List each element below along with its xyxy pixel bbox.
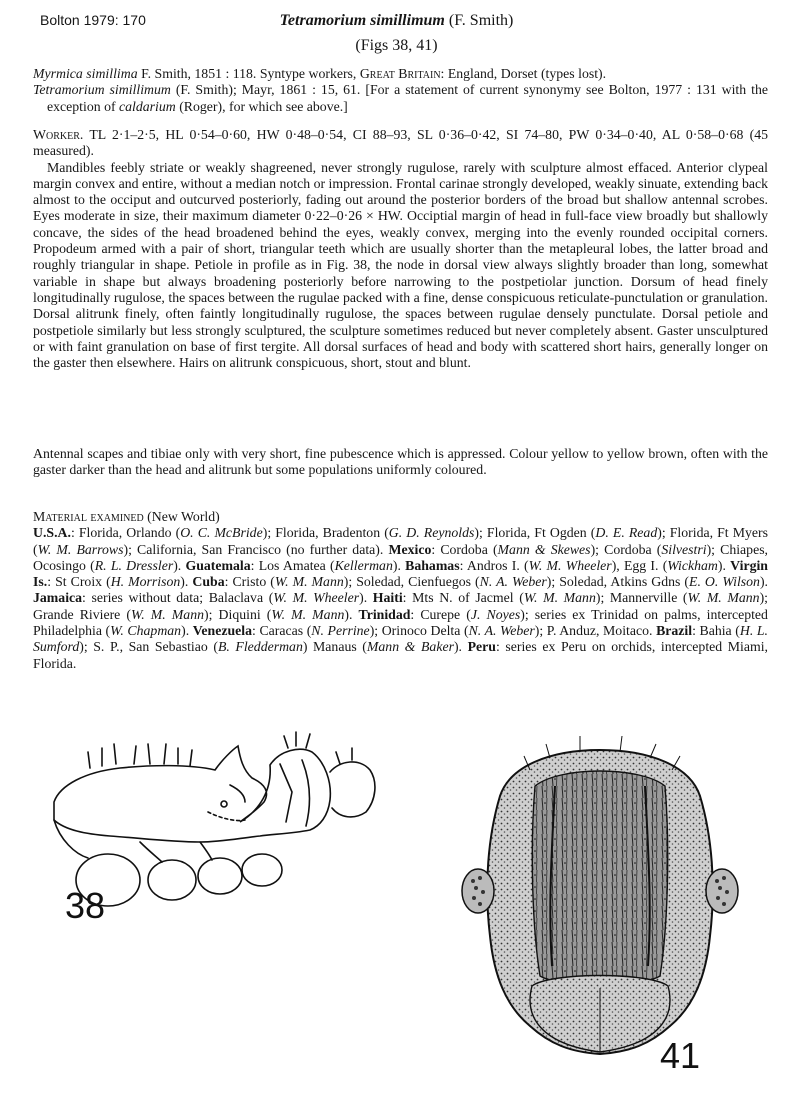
locality-text: : Mts N. of Jacmel ( <box>402 590 524 606</box>
species-author: (F. Smith) <box>444 12 514 29</box>
locality-text: ); California, San Francisco (no further data). <box>123 541 389 557</box>
country-name: Cuba <box>192 574 225 590</box>
locality-text: ), Egg I. ( <box>611 557 668 573</box>
country-name: Peru <box>467 639 496 655</box>
locality-text: ); S. P., San Sebastiao ( <box>79 639 218 655</box>
collector-name: H. L. Sumford <box>33 623 768 655</box>
country-name: Haiti <box>372 590 403 606</box>
material-list <box>33 525 768 672</box>
locality-text: : Bahia ( <box>692 623 740 639</box>
material-heading <box>33 509 768 525</box>
locality-text: ); Mannerville ( <box>595 590 688 606</box>
scapes-text: Antennal scapes and tibiae only with very short, fine pubescence which is appressed. Colour yellow to yellow brown, often with the gaster darker than the head and alitrunk but some populations uniformly coloured. <box>33 446 768 478</box>
country-name: Brazil <box>656 623 693 639</box>
collector-name: W. M. Mann <box>274 574 344 590</box>
material-heading-rest: (New World) <box>143 509 220 524</box>
country-name: Mexico <box>388 541 432 557</box>
collector-name: H. Morrison <box>110 574 181 590</box>
original-name: Myrmica simillima <box>33 66 138 81</box>
collector-name: Mann & Baker <box>366 639 454 655</box>
locality-text: ). <box>453 639 468 655</box>
synonymy-line-2 <box>33 82 768 115</box>
locality-text: ). <box>717 557 731 573</box>
collector-name: B. Fledderman <box>217 639 303 655</box>
country-name: Venezuela <box>192 623 253 639</box>
worker-measurements <box>33 127 768 160</box>
country-name: Bahamas <box>405 557 460 573</box>
locality-text: ). <box>759 574 768 590</box>
locality-text: ); Grande Riviere ( <box>33 590 768 622</box>
locality-text: : Cristo ( <box>224 574 275 590</box>
collector-name: W. M. Barrows <box>37 541 124 557</box>
locality-text: ). <box>392 557 406 573</box>
collector-name: J. Noyes <box>470 606 521 622</box>
measurement-values: TL 2·1–2·5, HL 0·54–0·60, HW 0·48–0·54, CI 88–93, SL 0·36–0·42, SI 74–80, PW 0·34–0·40, AL 0·58–0·68 (45 measured). <box>33 127 768 159</box>
collector-name: Wickham <box>667 557 718 573</box>
synonymy-line-1 <box>33 66 768 82</box>
current-name: Tetramorium simillimum <box>33 82 171 98</box>
collector-name: W. Chapman <box>110 623 182 639</box>
collector-name: R. L. Dressler <box>94 557 174 573</box>
locality-text: ); Soledad, Cienfuegos ( <box>343 574 480 590</box>
locality-text: : series ex Peru on orchids, intercepted Miami, Florida. <box>33 639 769 671</box>
collector-name: W. M. Mann <box>523 590 596 606</box>
locality-text: ). <box>180 574 193 590</box>
worker-morphology: Mandibles feebly striate or weakly shagreened, never strongly rugulose, rarely with sculpture almost effaced. Anterior clypeal margin convex and entire, without a median notch or impression. Frontal carinae strongly developed, weakly sinuate, extending back almost to the occiput and outcurved posteriorly, fading out around the posterior borders of the broad but shallow antennal scrobes. Eyes moderate in size, their maximum diameter 0·22–0·26 × HW. Occiptial margin of head in full-face view broadly but shallowly concave, the sides of the head broadened behind the eyes, weakly convex, merging into the evenly rounded occipital corners. Propodeum armed with a pair of short, triangular teeth which are usually shorter than the metapleural lobes, the latter broad and roughly triangular in shape. Petiole in profile as in Fig. 38, the node in dorsal view always slightly broader than long, somewhat variable in shape but always broadening posteriorly before narrowing to the postpetiolar junction. Dorsum of head finely longitudinally rugulose, the spaces between the rugulae packed with a fine, dense conspicuous reticulate-punctulation or granulation. Dorsal alitrunk finely, often faintly longitudinally rugulose, the spaces between rugulae densely punctulate. Dorsal petiole and postpetiole similarly but less strongly sculptured, the sculpture sometimes reduced but never completely absent. Gaster unsculptured or with faint granulation on base of first tergite. All dorsal surfaces of head and body with scattered short hairs, generally longer on the gaster then elsewhere. Hairs on alitrunk conspicuous, short, stout and blunt. <box>33 159 768 371</box>
country-name: Guatemala <box>185 557 251 573</box>
type-country: Great Britain <box>359 66 441 81</box>
scapes-colour-paragraph <box>33 446 768 479</box>
collector-name: W. M. Wheeler <box>273 590 360 606</box>
country-name: U.S.A. <box>33 525 71 541</box>
excepted-name: caldarium <box>119 98 176 114</box>
source-reference: Bolton 1979: 170 <box>40 12 146 28</box>
collector-name: N. Perrine <box>311 623 370 639</box>
locality-text: ); Florida, Ft Ogden ( <box>474 525 596 541</box>
material-heading-label: Material examined <box>33 509 144 524</box>
collector-name: G. D. Reynolds <box>388 525 475 541</box>
synonymy-text: (Roger), for which see above.] <box>175 98 348 114</box>
collector-name: W. M. Mann <box>271 606 345 622</box>
synonymy-text: : England, Dorset (types lost). <box>440 66 607 81</box>
country-name: Trinidad <box>358 606 411 622</box>
locality-text: : St Croix ( <box>47 574 111 590</box>
synonymy-text: F. Smith, 1851 : 118. Syntype workers, <box>137 66 360 81</box>
country-name: Virgin Is. <box>33 557 768 590</box>
country-name: Jamaica <box>33 590 83 606</box>
collector-name: D. E. Read <box>595 525 658 541</box>
species-name: Tetramorium simillimum <box>279 12 445 29</box>
collector-name: E. O. Wilson <box>689 574 760 590</box>
species-title <box>0 12 793 30</box>
worker-label: Worker. <box>33 127 84 142</box>
collector-name: W. M. Wheeler <box>528 557 612 573</box>
locality-text: ). <box>344 606 359 622</box>
worker-description <box>33 127 768 371</box>
locality-text: ); series ex Trinidad on palms, intercepted Philadelphia ( <box>33 606 768 639</box>
locality-text: : Andros I. ( <box>459 557 529 573</box>
figures-reference: (Figs 38, 41) <box>355 37 438 54</box>
locality-text: : series without data; Balaclava ( <box>82 590 274 606</box>
collector-name: W. M. Mann <box>131 606 204 622</box>
locality-text: : Curepe ( <box>410 606 471 622</box>
synonymy-block <box>33 66 768 115</box>
locality-text: ); P. Anduz, Moitaco. <box>534 623 657 639</box>
figure-38-label: 38 <box>65 885 106 926</box>
locality-text: ). <box>181 623 193 639</box>
locality-text: : Cordoba ( <box>431 541 498 557</box>
collector-name: Kellerman <box>334 557 393 573</box>
locality-text: ); Cordoba ( <box>590 541 662 557</box>
ant-head-drawing-icon <box>440 726 760 1076</box>
material-examined <box>33 509 768 672</box>
locality-text: ) Manaus ( <box>302 639 367 655</box>
collector-name: N. A. Weber <box>479 574 547 590</box>
locality-text: ). <box>359 590 373 606</box>
collector-name: W. M. Mann <box>687 590 760 606</box>
locality-text: : Florida, Orlando ( <box>70 525 181 541</box>
figure-41-label: 41 <box>660 1035 701 1076</box>
locality-text: ); Orinoco Delta ( <box>369 623 469 639</box>
synonymy-text: (F. Smith); Mayr, 1861 : 15, 61. [For a statement of current synonymy see Bolton, 1977 : 131 with the exception of <box>47 82 768 114</box>
collector-name: N. A. Weber <box>468 623 535 639</box>
collector-name: Silvestri <box>661 541 707 557</box>
locality-text: ); Soledad, Atkins Gdns ( <box>546 574 690 590</box>
locality-text: : Los Amatea ( <box>250 557 335 573</box>
collector-name: O. C. McBride <box>180 525 263 541</box>
collector-name: Mann & Skewes <box>497 541 591 557</box>
locality-text: ). <box>173 557 186 573</box>
locality-text: ); Florida, Ft Myers ( <box>33 525 768 557</box>
locality-text: ); Diquini ( <box>204 606 272 622</box>
locality-text: : Caracas ( <box>252 623 312 639</box>
locality-text: ); Chiapes, Ocosingo ( <box>33 541 769 573</box>
locality-text: ); Florida, Bradenton ( <box>262 525 389 541</box>
